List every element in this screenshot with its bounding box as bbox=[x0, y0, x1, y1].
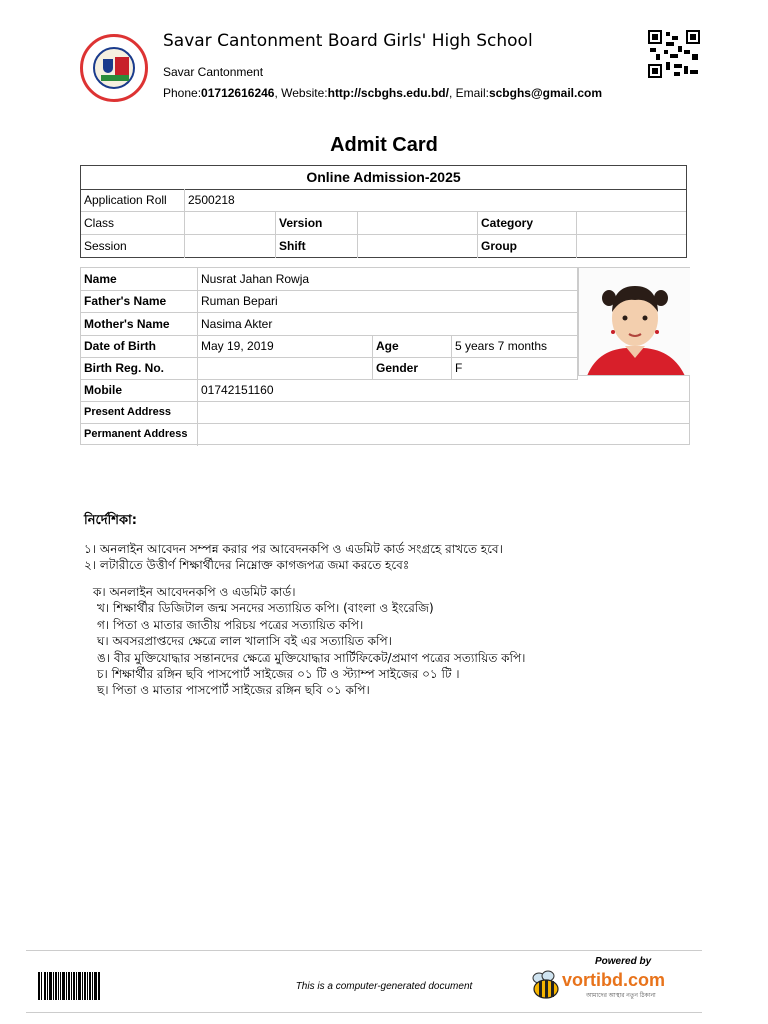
gender-value: F bbox=[452, 357, 578, 380]
class-label: Class bbox=[81, 212, 185, 235]
requirement-item: ছ। পিতা ও মাতার পাসপোর্ট সাইজের রঙ্গিন ছবি ০১ কপি। bbox=[97, 683, 370, 697]
name-label: Name bbox=[81, 268, 198, 291]
name-value: Nusrat Jahan Rowja bbox=[198, 268, 578, 291]
instruction-item: ২। লটারীতে উত্তীর্ণ শিক্ষার্থীদের নিম্নোক্ত কাগজপত্র জমা করতে হবেঃ bbox=[84, 558, 410, 572]
requirement-item: চ। শিক্ষার্থীর রঙ্গিন ছবি পাসপোর্ট সাইজের ০১ টি ও স্ট্যাম্প সাইজের ০১ টি । bbox=[97, 667, 460, 681]
group-label: Group bbox=[478, 235, 577, 258]
present-address-value bbox=[198, 401, 689, 424]
shift-value bbox=[358, 235, 478, 258]
requirement-item: ঙ। বীর মুক্তিযোদ্ধার সন্তানদের ক্ষেত্রে মুক্তিযোদ্ধার সার্টিফিকেট/প্রমাণ পত্রের সত্যায়িত কপি। bbox=[97, 651, 526, 665]
website-link[interactable]: http://scbghs.edu.bd/ bbox=[327, 86, 449, 100]
birth-reg-label: Birth Reg. No. bbox=[81, 357, 198, 380]
student-photo bbox=[578, 268, 690, 376]
page-title: Admit Card bbox=[330, 134, 438, 156]
version-value bbox=[358, 212, 478, 235]
student-photo-image bbox=[579, 268, 690, 376]
class-value bbox=[185, 212, 276, 235]
session-value bbox=[185, 235, 276, 258]
version-label: Version bbox=[276, 212, 358, 235]
permanent-address-value bbox=[198, 423, 689, 446]
instruction-item: ১। অনলাইন আবেদন সম্পন্ন করার পর আবেদনকপি ও এডমিট কার্ড সংগ্রহে রাখতে হবে। bbox=[84, 542, 503, 556]
email-value: scbghs@gmail.com bbox=[488, 86, 603, 100]
father-label: Father's Name bbox=[81, 290, 198, 313]
requirement-item: খ। শিক্ষার্থীর ডিজিটাল জন্ম সনদের সত্যায়িত কপি। (বাংলা ও ইংরেজি) bbox=[97, 601, 434, 615]
powered-by-label: Powered by bbox=[595, 956, 652, 967]
admission-heading: Online Admission-2025 bbox=[81, 166, 686, 190]
student-info-table bbox=[80, 267, 690, 445]
ribbon-icon bbox=[101, 75, 129, 81]
requirement-item: ক। অনলাইন আবেদনকপি ও এডমিট কার্ড। bbox=[93, 585, 296, 599]
bee-logo-icon bbox=[530, 970, 562, 1000]
category-value bbox=[577, 212, 686, 235]
vortibd-brand[interactable]: vortibd.com bbox=[562, 970, 666, 990]
website-label: , Website: bbox=[274, 86, 328, 100]
dob-label: Date of Birth bbox=[81, 335, 198, 358]
footer-divider bbox=[26, 950, 702, 951]
group-value bbox=[577, 235, 686, 258]
mobile-value: 01742151160 bbox=[198, 379, 689, 402]
birth-reg-value bbox=[198, 357, 373, 380]
gender-label: Gender bbox=[373, 357, 452, 380]
age-label: Age bbox=[373, 335, 452, 358]
shield-icon bbox=[103, 59, 113, 73]
present-address-label: Present Address bbox=[81, 401, 198, 424]
session-label: Session bbox=[81, 235, 185, 258]
requirement-item: গ। পিতা ও মাতার জাতীয় পরিচয় পত্রের সত্যায়িত কপি। bbox=[97, 618, 364, 632]
permanent-address-label: Permanent Address bbox=[81, 423, 198, 446]
application-roll-value: 2500218 bbox=[185, 189, 686, 212]
father-value: Ruman Bepari bbox=[198, 290, 578, 313]
instructions-title: নির্দেশিকা: bbox=[84, 513, 138, 528]
age-value: 5 years 7 months bbox=[452, 335, 578, 358]
mobile-label: Mobile bbox=[81, 379, 198, 402]
school-location: Savar Cantonment bbox=[163, 65, 264, 79]
phone-label: Phone: bbox=[163, 86, 202, 100]
mother-value: Nasima Akter bbox=[198, 313, 578, 336]
school-logo bbox=[80, 34, 148, 102]
brand-tagline: আমাদের আস্থার নতুন ঠিকানা bbox=[586, 993, 656, 999]
logo-emblem bbox=[93, 47, 135, 89]
school-name: Savar Cantonment Board Girls' High School bbox=[163, 31, 533, 51]
mother-label: Mother's Name bbox=[81, 313, 198, 336]
footer-bottom-divider bbox=[26, 1012, 702, 1013]
contact-line bbox=[163, 86, 602, 100]
shift-label: Shift bbox=[276, 235, 358, 258]
application-roll-label: Application Roll bbox=[81, 189, 185, 212]
computer-generated-note: This is a computer-generated document bbox=[295, 981, 473, 992]
category-label: Category bbox=[478, 212, 577, 235]
dob-value: May 19, 2019 bbox=[198, 335, 373, 358]
email-label: , Email: bbox=[448, 86, 489, 100]
emblem-icon bbox=[115, 57, 129, 75]
admission-table bbox=[80, 165, 687, 258]
phone-value: 01712616246 bbox=[201, 86, 275, 100]
qr-code-icon bbox=[648, 30, 700, 78]
requirement-item: ঘ। অবসরপ্রাপ্তদের ক্ষেত্রে লাল খালাসি বই এর সত্যায়িত কপি। bbox=[97, 634, 392, 648]
